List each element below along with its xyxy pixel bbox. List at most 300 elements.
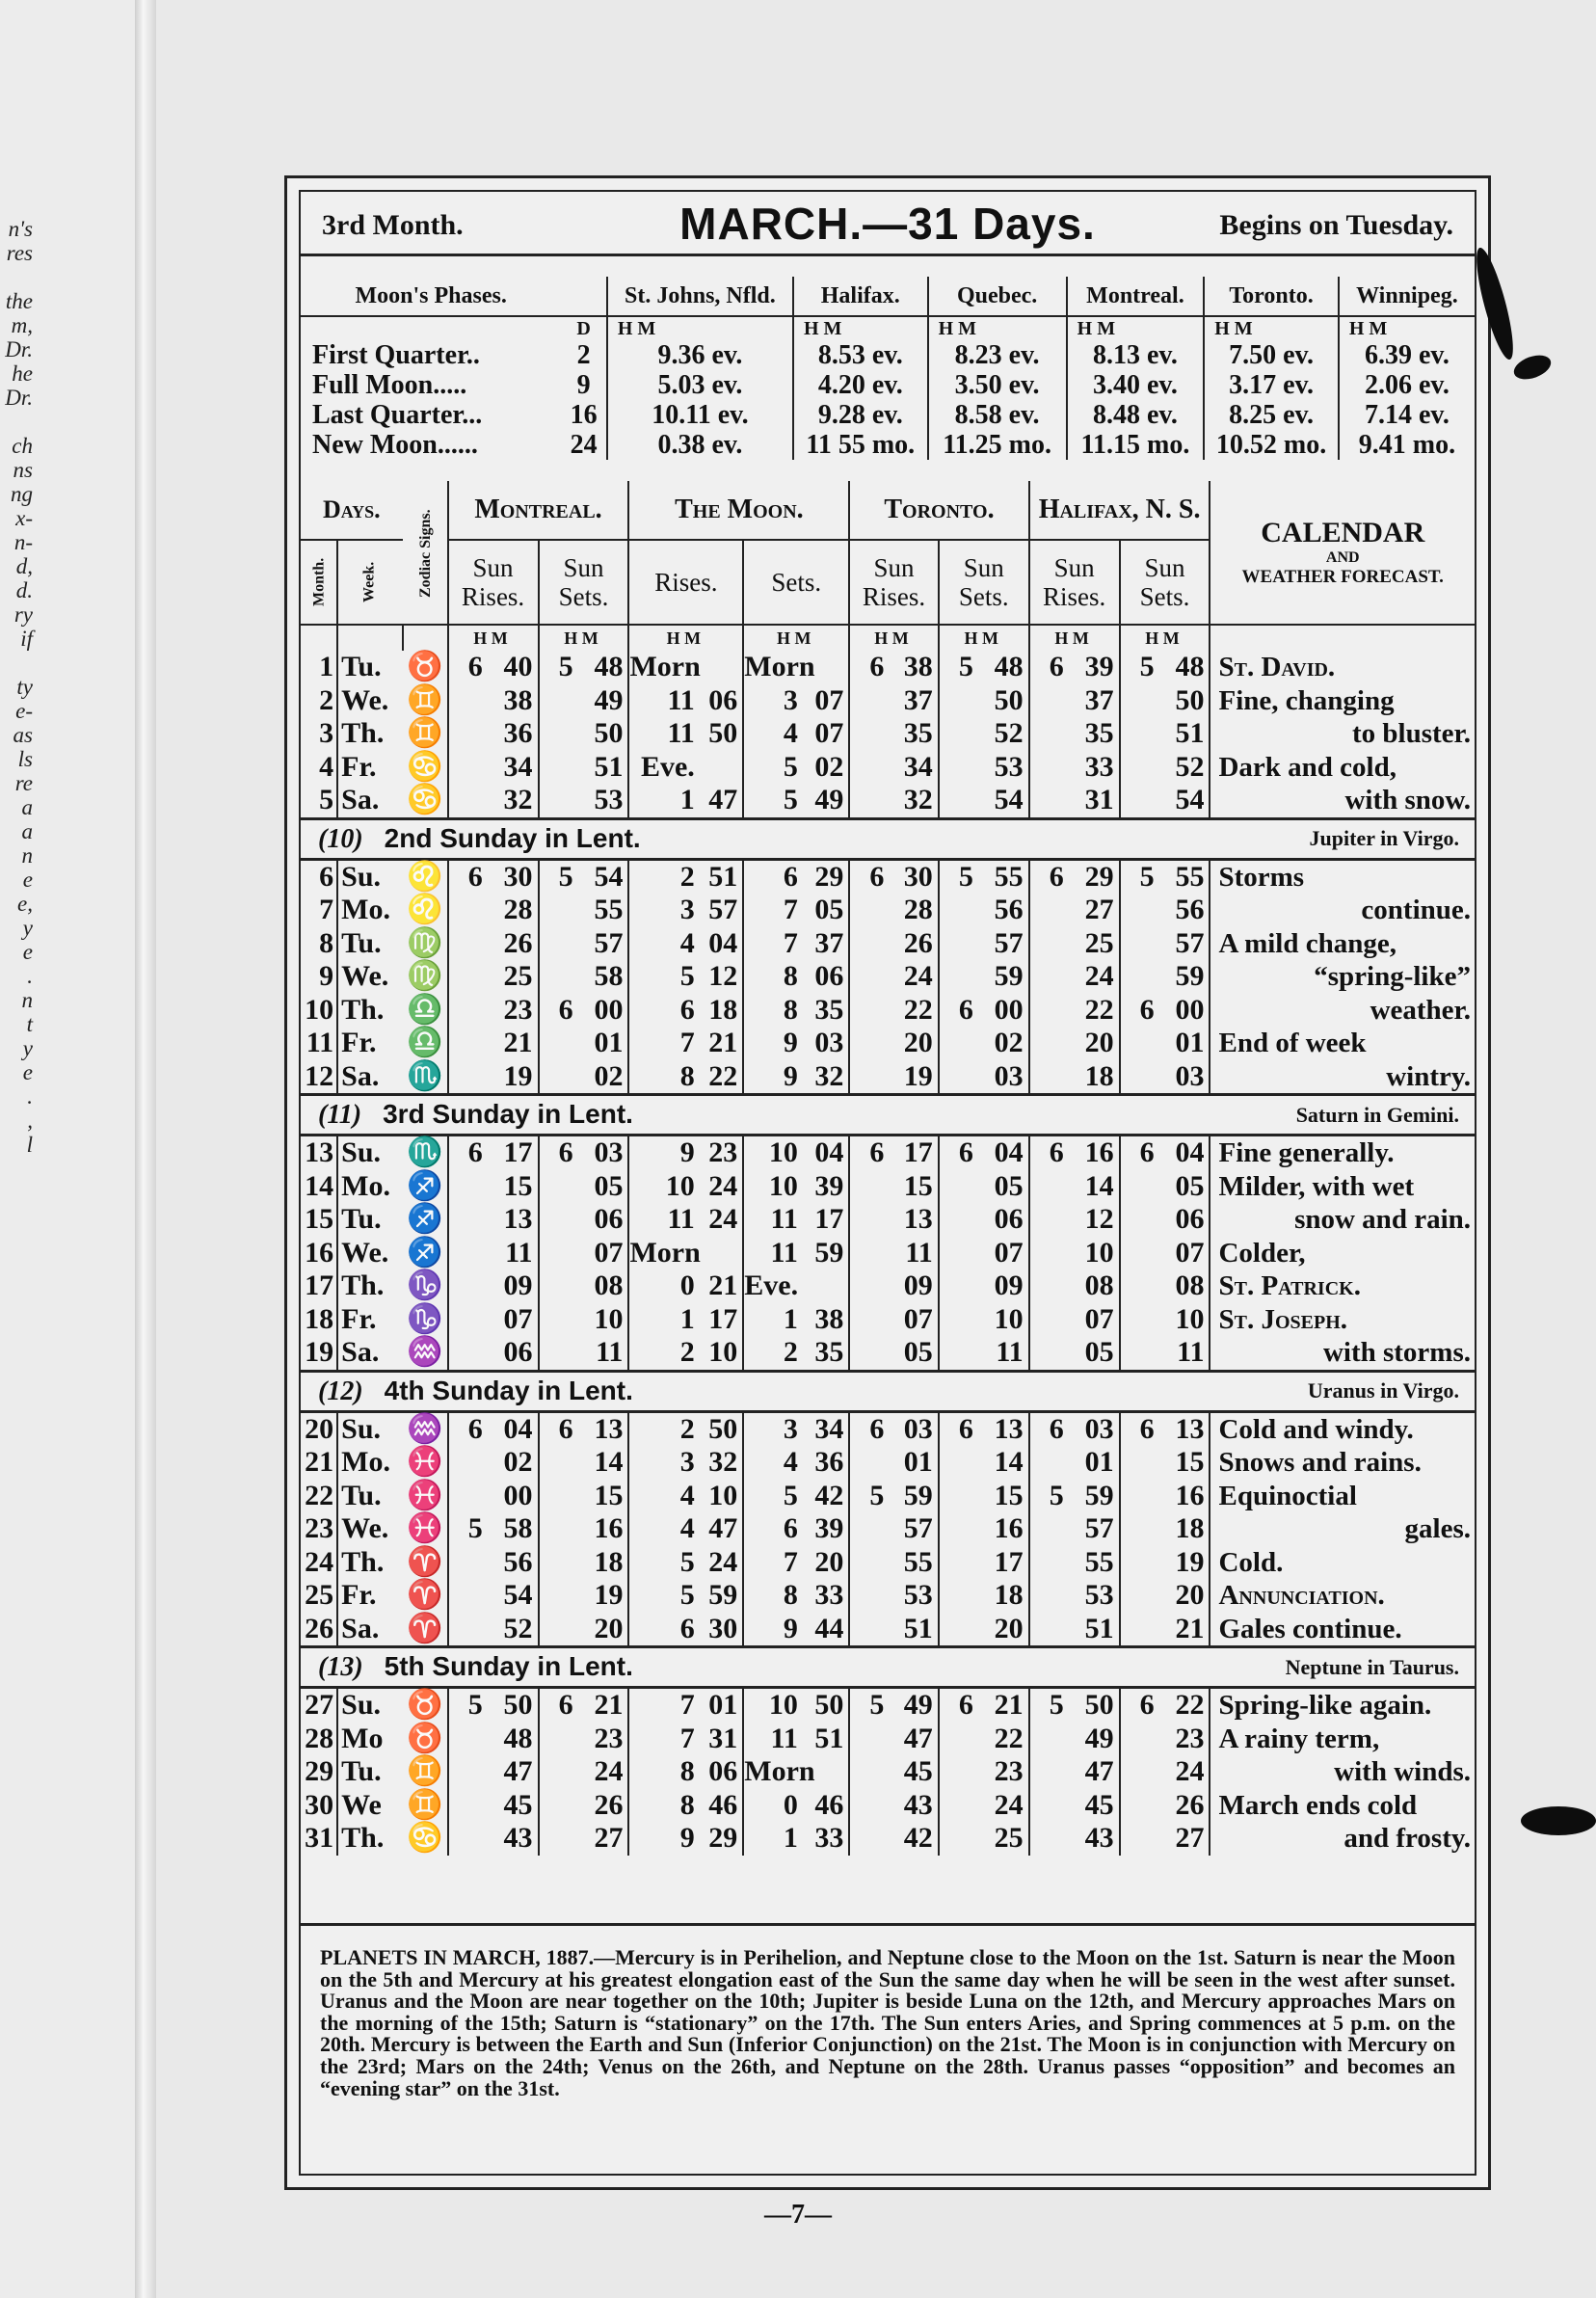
time-hour: 0: [743, 1789, 803, 1823]
time-minute: 17: [978, 1546, 1029, 1580]
margin-fragment: ns: [13, 458, 33, 482]
time-minute: 29: [803, 859, 849, 894]
zodiac-sign: ♎: [406, 993, 443, 1026]
margin-fragment: n: [21, 988, 33, 1012]
margin-fragment: e: [22, 940, 33, 964]
day-of-month: 17: [305, 1269, 334, 1301]
time-hour: 6: [1029, 859, 1069, 894]
time-minute: 46: [803, 1789, 849, 1823]
time-minute: 14: [1069, 1170, 1120, 1204]
day-row: [301, 960, 1475, 994]
time-minute: 02: [578, 1060, 629, 1095]
margin-fragment: e,: [17, 892, 33, 916]
time-hour: [539, 717, 578, 751]
time-minute: 06: [803, 960, 849, 994]
time-hour: [539, 1579, 578, 1613]
blank-cell: [1210, 625, 1475, 651]
day-of-month: 16: [305, 1236, 334, 1269]
time-minute: 20: [803, 1546, 849, 1580]
time-hour: 6: [1120, 1688, 1159, 1723]
time-hour: [448, 1723, 488, 1756]
time-minute: 48: [1159, 651, 1210, 684]
time-hour: [1120, 1336, 1159, 1371]
time-hour: [1120, 717, 1159, 751]
time-hour: [849, 1822, 889, 1856]
time-minute: 16: [1159, 1480, 1210, 1513]
time-hour: [849, 1789, 889, 1823]
day-row: [301, 1336, 1475, 1371]
phase-time: 11.25 mo.: [928, 430, 1067, 460]
time-hour: [1120, 1269, 1159, 1303]
time-hour: 6: [448, 651, 488, 684]
time-hour: [448, 1579, 488, 1613]
time-minute: 58: [488, 1512, 539, 1546]
time-hour: 5: [849, 1480, 889, 1513]
time-hour: 3: [743, 684, 803, 718]
time-hour: 5: [628, 1546, 699, 1580]
day-row: [301, 1512, 1475, 1546]
sunday-name: 5th Sunday in Lent.: [384, 1651, 633, 1681]
day-of-week: Tu.: [337, 1480, 403, 1513]
time-hour: [1029, 1613, 1069, 1647]
time-hour: [539, 1822, 578, 1856]
time-hour: 4: [743, 1446, 803, 1480]
time-hour: [1120, 894, 1159, 927]
day-of-month: 8: [319, 926, 334, 959]
weather-forecast: Gales continue.: [1210, 1613, 1475, 1647]
phase-row: [301, 340, 1475, 370]
time-minute: 01: [700, 1688, 743, 1723]
zodiac-sign: ♉: [406, 1689, 443, 1721]
blank-cell: [301, 625, 337, 651]
phases-unit: H M: [1339, 316, 1475, 340]
time-hour: 6: [1120, 994, 1159, 1028]
time-hour: [539, 1170, 578, 1204]
time-minute: 39: [803, 1512, 849, 1546]
time-minute: 10: [700, 1480, 743, 1513]
time-minute: 53: [889, 1579, 938, 1613]
time-minute: 13: [488, 1203, 539, 1237]
time-hour: 6: [1029, 1136, 1069, 1170]
day-row: [301, 894, 1475, 927]
time-minute: 57: [700, 894, 743, 927]
time-hour: 10: [743, 1688, 803, 1723]
blank-cell: [403, 625, 448, 651]
phase-time: 0.38 ev.: [607, 430, 793, 460]
time-hour: [849, 1579, 889, 1613]
time-hour: [448, 927, 488, 961]
time-hour: [1029, 1027, 1069, 1060]
time-hour: [1029, 927, 1069, 961]
time-hour: [939, 1579, 978, 1613]
time-minute: 28: [889, 894, 938, 927]
time-hour: 5: [743, 784, 803, 818]
time-minute: 32: [803, 1060, 849, 1095]
day-of-week: Sa.: [337, 1060, 403, 1095]
time-minute: 33: [803, 1579, 849, 1613]
time-minute: 59: [889, 1480, 938, 1513]
time-minute: 50: [700, 1411, 743, 1446]
day-of-month: 1: [319, 651, 334, 682]
time-minute: 34: [803, 1411, 849, 1446]
zodiac-sign: ♊: [406, 683, 443, 716]
time-minute: 35: [803, 994, 849, 1028]
time-minute: 10: [978, 1303, 1029, 1337]
day-row: [301, 1237, 1475, 1270]
day-of-week: Su.: [337, 1688, 403, 1723]
time-hour: [448, 1060, 488, 1095]
time-minute: 55: [978, 859, 1029, 894]
planets-in-march-note: PLANETS IN MARCH, 1887.—Mercury is in Perihelion, and Neptune close to the Moon on the 1st. Saturn is near the Moon on the 5th and Mercury at his greatest elongation east of the Sun the same day when he will be seen in the west after sunset. Uranus and the Moon are near together on the 10th; Jupiter is beside Luna on the 12th, and Mercury approaches Mars on the morning of the 15th; Saturn is “stationary” on the 17th. The Sun enters Aries, and Spring commences at 5 p.m. on the 20th. Mercury is between the Earth and Sun (Inferior Conjunction) on the 21st. The Moon is in conjunction with Mercury on the 23rd; Mars on the 24th; Venus on the 26th, and Neptune on the 28th. Uranus passes “opposition” and becomes an “evening star” on the 31st.: [301, 1923, 1475, 2174]
time-minute: 49: [578, 684, 629, 718]
day-of-month: 30: [305, 1788, 334, 1821]
toronto-header: Toronto.: [849, 481, 1028, 540]
day-row: [301, 1546, 1475, 1580]
blank-cell: [337, 625, 403, 651]
time-hour: 6: [448, 1411, 488, 1446]
phases-unit: H M: [1067, 316, 1205, 340]
time-hour: 9: [743, 1060, 803, 1095]
time-hour: 6: [939, 1411, 978, 1446]
day-of-month: 23: [305, 1512, 334, 1544]
time-hour: 4: [628, 1480, 699, 1513]
time-minute: 53: [1069, 1579, 1120, 1613]
time-minute: 06: [700, 1755, 743, 1789]
time-hour: 6: [539, 994, 578, 1028]
time-minute: 00: [578, 994, 629, 1028]
time-minute: 13: [578, 1411, 629, 1446]
time-minute: 05: [889, 1336, 938, 1371]
weather-forecast: A mild change,: [1210, 927, 1475, 961]
weather-forecast: End of week: [1210, 1027, 1475, 1060]
time-minute: 45: [889, 1755, 938, 1789]
time-minute: 05: [1069, 1336, 1120, 1371]
time-minute: 00: [488, 1480, 539, 1513]
days-header: Days.: [301, 481, 403, 540]
time-minute: 48: [488, 1723, 539, 1756]
time-hour: [939, 1446, 978, 1480]
time-minute: 20: [978, 1613, 1029, 1647]
time-hour: [939, 960, 978, 994]
time-hour: 7: [628, 1723, 699, 1756]
phase-time: 11.15 mo.: [1067, 430, 1205, 460]
time-hour: [1029, 994, 1069, 1028]
time-minute: 03: [803, 1027, 849, 1060]
phases-column-header: Montreal.: [1067, 277, 1205, 316]
time-hour: [1029, 1446, 1069, 1480]
time-minute: 11: [889, 1237, 938, 1270]
time-minute: 35: [1069, 717, 1120, 751]
weather-forecast: snow and rain.: [1210, 1203, 1475, 1237]
time-minute: 36: [488, 717, 539, 751]
time-minute: 24: [889, 960, 938, 994]
zodiac-sign: ♉: [406, 651, 443, 682]
time-minute: 47: [1069, 1755, 1120, 1789]
time-minute: 06: [978, 1203, 1029, 1237]
day-of-month: 18: [305, 1302, 334, 1335]
time-minute: 57: [978, 927, 1029, 961]
time-minute: 31: [700, 1723, 743, 1756]
phases-column-header: St. Johns, Nfld.: [607, 277, 793, 316]
sun-sets-header: Sun Sets.: [939, 540, 1029, 625]
time-minute: 37: [803, 927, 849, 961]
time-hour: 8: [628, 1060, 699, 1095]
time-minute: 09: [978, 1269, 1029, 1303]
phase-name: Full Moon.....: [312, 370, 467, 400]
zodiac-sign: ♈: [406, 1612, 443, 1644]
time-hour: 7: [743, 894, 803, 927]
time-minute: 18: [1159, 1512, 1210, 1546]
time-minute: 51: [1069, 1613, 1120, 1647]
time-minute: 07: [1069, 1303, 1120, 1337]
time-hour: 2: [628, 859, 699, 894]
time-hour: [939, 751, 978, 785]
time-minute: 05: [803, 894, 849, 927]
time-minute: 59: [1159, 960, 1210, 994]
time-minute: 11: [1159, 1336, 1210, 1371]
time-hour: [1120, 1203, 1159, 1237]
weather-forecast: with winds.: [1210, 1755, 1475, 1789]
time-minute: 20: [889, 1027, 938, 1060]
weather-forecast: Annunciation.: [1210, 1579, 1475, 1613]
time-minute: 29: [700, 1822, 743, 1856]
time-minute: 55: [1069, 1546, 1120, 1580]
phases-unit: H M: [928, 316, 1067, 340]
time-hour: [1029, 1060, 1069, 1095]
time-hour: [1029, 1579, 1069, 1613]
time-hour: [1029, 1336, 1069, 1371]
month-title: MARCH.—31 Days.: [679, 199, 1096, 249]
phases-unit: [301, 316, 561, 340]
time-minute: 55: [889, 1546, 938, 1580]
time-hour: [849, 1303, 889, 1337]
time-hour: 6: [448, 1136, 488, 1170]
time-minute: 15: [1159, 1446, 1210, 1480]
margin-fragment: [0, 651, 33, 675]
day-row: [301, 1755, 1475, 1789]
time-hour: 11: [743, 1203, 803, 1237]
sunday-name: 3rd Sunday in Lent.: [383, 1099, 633, 1129]
margin-fragment: e-: [15, 699, 33, 723]
time-minute: 48: [578, 651, 629, 684]
margin-fragment: y: [22, 916, 33, 940]
time-hour: 6: [1120, 1411, 1159, 1446]
time-hour: [849, 784, 889, 818]
time-hour: 5: [743, 751, 803, 785]
time-hour: Morn: [744, 1755, 815, 1787]
time-minute: 39: [1069, 651, 1120, 684]
weather-forecast: Dark and cold,: [1210, 751, 1475, 785]
time-minute: 54: [1159, 784, 1210, 818]
phase-time: 8.53 ev.: [793, 340, 928, 370]
time-minute: 07: [803, 684, 849, 718]
time-hour: 6: [849, 1411, 889, 1446]
time-minute: 04: [700, 927, 743, 961]
time-hour: [939, 684, 978, 718]
day-of-week: Su.: [337, 1411, 403, 1446]
day-of-month: 24: [305, 1545, 334, 1578]
day-row: [301, 1170, 1475, 1204]
weather-forecast: wintry.: [1210, 1060, 1475, 1095]
day-row: [301, 1027, 1475, 1060]
time-hour: [1120, 1060, 1159, 1095]
time-hour: [1120, 1723, 1159, 1756]
phase-time: 9.41 mo.: [1339, 430, 1475, 460]
time-minute: 23: [578, 1723, 629, 1756]
time-hour: 9: [628, 1136, 699, 1170]
day-of-month: 4: [319, 750, 334, 783]
time-hour: 3: [628, 894, 699, 927]
time-hour: [539, 1546, 578, 1580]
weather-forecast: St. Joseph.: [1210, 1303, 1475, 1337]
time-hour: [849, 717, 889, 751]
time-minute: 42: [889, 1822, 938, 1856]
time-hour: [1120, 1789, 1159, 1823]
time-hour: [939, 1789, 978, 1823]
phases-unit: H M: [793, 316, 928, 340]
time-hour: [939, 1203, 978, 1237]
calendar-and: AND: [1325, 549, 1360, 566]
time-minute: 11: [978, 1336, 1029, 1371]
time-minute: 24: [700, 1170, 743, 1204]
phase-row: [301, 430, 1475, 460]
sunday-row: [301, 818, 1475, 859]
margin-fragment: ,: [27, 1109, 33, 1133]
time-minute: 22: [1159, 1688, 1210, 1723]
time-hour: [1029, 751, 1069, 785]
zodiac-sign: ♎: [406, 1027, 443, 1058]
time-minute: 26: [578, 1789, 629, 1823]
time-hour: [939, 1170, 978, 1204]
phase-time: 8.25 ev.: [1204, 400, 1339, 430]
time-minute: 36: [803, 1446, 849, 1480]
time-hour: [939, 927, 978, 961]
weather-forecast: Fine, changing: [1210, 684, 1475, 718]
margin-fragment: [0, 265, 33, 289]
phase-row: [301, 370, 1475, 400]
time-minute: 47: [889, 1723, 938, 1756]
moon-phases-table: [301, 277, 1475, 460]
time-minute: 52: [1159, 751, 1210, 785]
time-minute: 04: [978, 1136, 1029, 1170]
phase-day: 16: [570, 400, 598, 430]
time-minute: 14: [578, 1446, 629, 1480]
time-minute: 58: [578, 960, 629, 994]
day-of-week: Th.: [337, 994, 403, 1028]
daily-calendar-table: [301, 481, 1475, 1856]
zodiac-sign: ♈: [406, 1545, 443, 1578]
margin-fragment: a: [21, 795, 33, 819]
weather-forecast: Cold.: [1210, 1546, 1475, 1580]
phase-name: Last Quarter...: [312, 400, 483, 430]
time-hour: [849, 1336, 889, 1371]
day-of-month: 22: [305, 1479, 334, 1511]
day-row: [301, 1060, 1475, 1095]
margin-fragment: res: [6, 241, 33, 265]
time-minute: 43: [889, 1789, 938, 1823]
time-hour: 8: [743, 1579, 803, 1613]
day-row: [301, 859, 1475, 894]
phase-name: New Moon......: [312, 430, 478, 460]
time-hour: 1: [743, 1303, 803, 1337]
time-hour: 5: [1120, 859, 1159, 894]
time-minute: 03: [1159, 1060, 1210, 1095]
margin-fragment: a: [21, 819, 33, 843]
sunday-number: (13): [318, 1652, 363, 1682]
time-minute: 13: [889, 1203, 938, 1237]
time-hour: 10: [743, 1170, 803, 1204]
sunday-name: 4th Sunday in Lent.: [384, 1375, 633, 1405]
time-hour: 6: [939, 1688, 978, 1723]
time-minute: 30: [700, 1613, 743, 1647]
day-of-month: 27: [305, 1689, 334, 1721]
phase-time: 9.36 ev.: [607, 340, 793, 370]
time-minute: 52: [488, 1613, 539, 1647]
time-minute: 55: [1159, 859, 1210, 894]
time-minute: 22: [889, 994, 938, 1028]
margin-fragment: n-: [13, 530, 33, 554]
time-hour: [1120, 1027, 1159, 1060]
zodiac-sign: ♌: [406, 894, 443, 925]
sunday-label: [301, 1647, 1210, 1688]
time-hour: [448, 751, 488, 785]
time-minute: 21: [700, 1269, 743, 1303]
time-hour: [849, 994, 889, 1028]
day-row: [301, 1303, 1475, 1337]
day-row: [301, 1136, 1475, 1170]
day-row: [301, 1446, 1475, 1480]
phases-column-header: Quebec.: [928, 277, 1067, 316]
time-minute: 01: [889, 1446, 938, 1480]
time-hour: 1: [628, 1303, 699, 1337]
time-hour: 5: [628, 1579, 699, 1613]
time-hour: 2: [628, 1336, 699, 1371]
time-hour: 8: [743, 960, 803, 994]
day-of-week: Tu.: [337, 1755, 403, 1789]
time-minute: 15: [488, 1170, 539, 1204]
planet-note: Uranus in Virgo.: [1210, 1371, 1475, 1411]
margin-fragment: the: [5, 289, 33, 313]
sunday-row: [301, 1371, 1475, 1411]
weather-forecast: with snow.: [1210, 784, 1475, 818]
sunday-row: [301, 1647, 1475, 1688]
time-minute: 57: [1069, 1512, 1120, 1546]
phases-column-header: [561, 277, 607, 316]
time-hour: [939, 784, 978, 818]
day-of-month: 20: [305, 1412, 334, 1445]
montreal-header: Montreal.: [448, 481, 629, 540]
day-of-week: Fr.: [337, 1579, 403, 1613]
day-of-month: 14: [305, 1169, 334, 1202]
weather-forecast: A rainy term,: [1210, 1723, 1475, 1756]
time-hour: [1029, 1170, 1069, 1204]
time-hour: 4: [743, 717, 803, 751]
time-minute: 18: [700, 994, 743, 1028]
time-minute: 49: [889, 1688, 938, 1723]
time-hour: [448, 1170, 488, 1204]
time-hour: 10: [743, 1136, 803, 1170]
time-hour: [939, 1336, 978, 1371]
time-minute: 59: [978, 960, 1029, 994]
margin-fragment: he: [12, 361, 33, 386]
time-minute: 50: [978, 684, 1029, 718]
planet-note: Neptune in Taurus.: [1210, 1647, 1475, 1688]
time-hour: [539, 1480, 578, 1513]
day-of-week: We.: [337, 1512, 403, 1546]
zodiac-sign: ♓: [406, 1446, 443, 1478]
zodiac-sign: ♓: [406, 1479, 443, 1511]
phases-column-header: Winnipeg.: [1339, 277, 1475, 316]
